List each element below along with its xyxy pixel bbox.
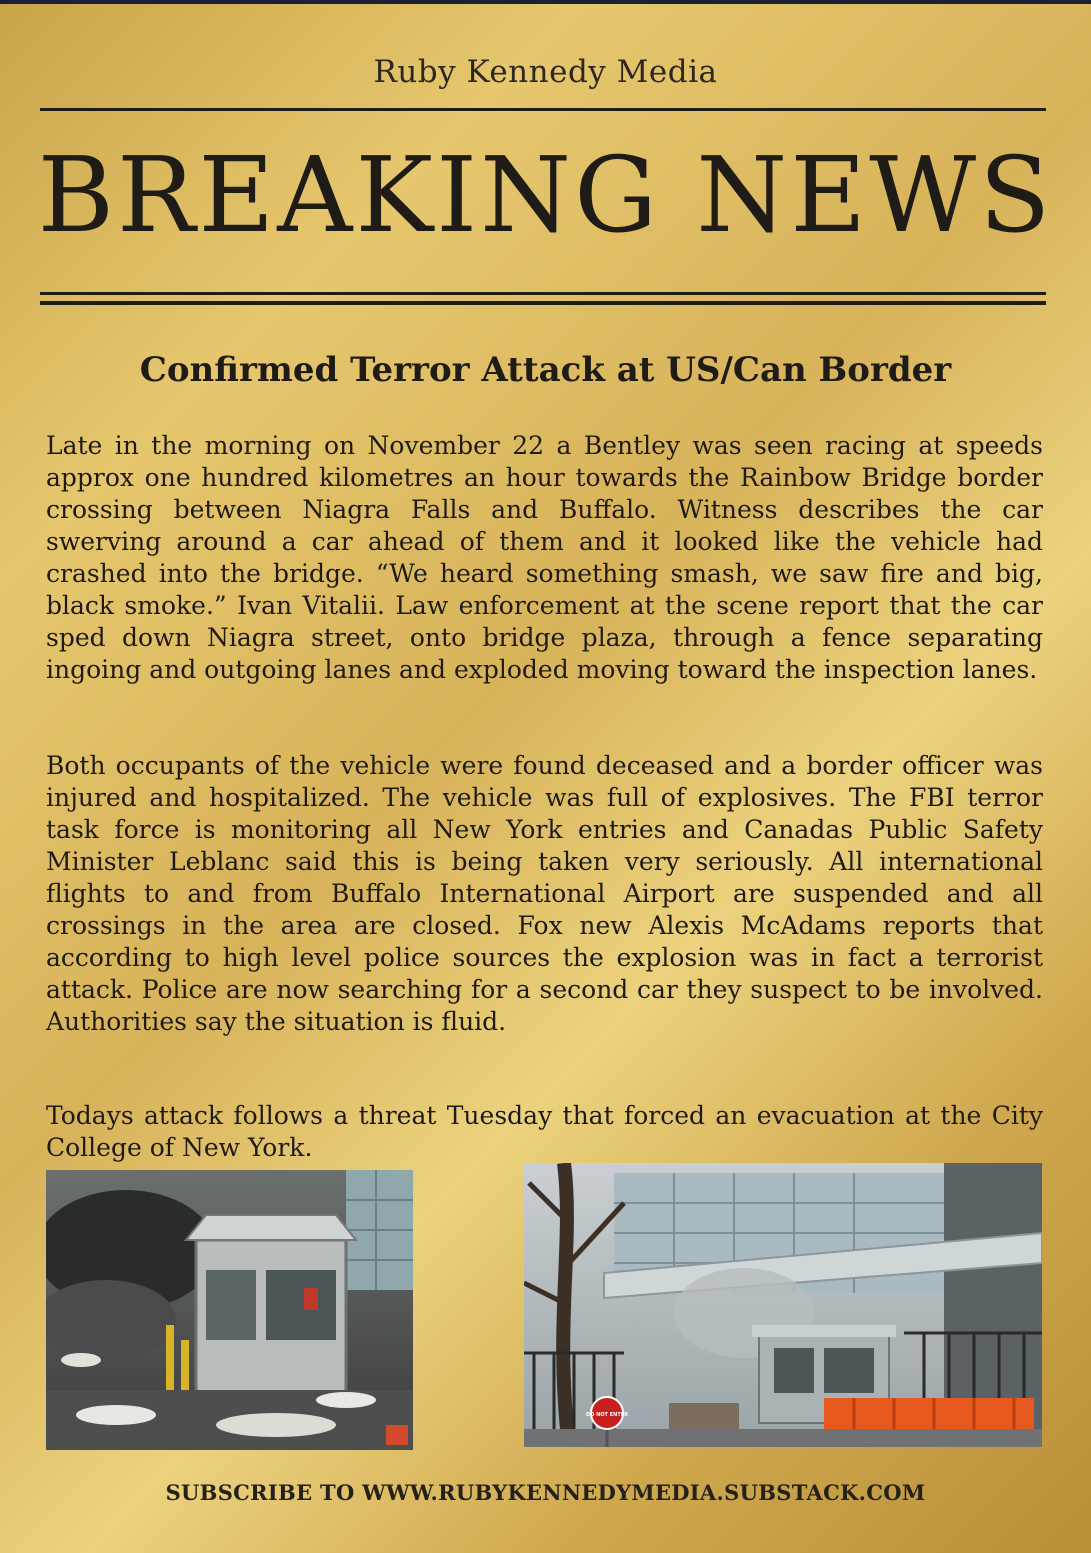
photo-booth-aftermath <box>46 1170 413 1450</box>
header-rule-double-2 <box>40 301 1046 305</box>
breaking-news-headline: BREAKING NEWS <box>37 134 1054 256</box>
article-paragraph-1: Late in the morning on November 22 a Bentley was seen racing at speeds approx one hundred kilometres an hour towards the Rainbow Bridge border crossing between Niagra Falls and Buffalo. Witness describes the car swerving around a car ahead of them and it looked like the vehicle had crashed into the bridge. “We heard something smash, we saw fire and big, black smoke.” Ivan Vitalii. Law enforcement at the scene report that the car sped down Niagra street, onto bridge plaza, through a fence separating ingoing and outgoing lanes and exploded moving toward the inspection lanes. <box>46 431 1043 684</box>
article-paragraph-3: Todays attack follows a threat Tuesday that forced an evacuation at the City College of New York. <box>46 1101 1043 1162</box>
do-not-enter-sign: DO NOT ENTER <box>585 1412 629 1418</box>
publisher-name: Ruby Kennedy Media <box>373 54 718 90</box>
header-rule-top <box>40 108 1046 111</box>
top-border-strip <box>0 0 1091 4</box>
photo-border-plaza <box>524 1163 1042 1447</box>
subscribe-footer: SUBSCRIBE TO WWW.RUBYKENNEDYMEDIA.SUBSTACK.COM <box>165 1480 926 1505</box>
article-paragraph-2: Both occupants of the vehicle were found deceased and a border officer was injured and hospitalized. The vehicle was full of explosives. The FBI terror task force is monitoring all New York entries and Canadas Public Safety Minister Leblanc said this is being taken very seriously. All international flights to and from Buffalo International Airport are suspended and all crossings in the area are closed. Fox new Alexis McAdams reports that according to high level police sources the explosion was in fact a terrorist attack. Police are now searching for a second car they suspect to be involved. Authorities say the situation is fluid. <box>46 751 1043 1036</box>
header-rule-double-1 <box>40 292 1046 295</box>
article-subhead: Confirmed Terror Attack at US/Can Border <box>139 350 952 390</box>
